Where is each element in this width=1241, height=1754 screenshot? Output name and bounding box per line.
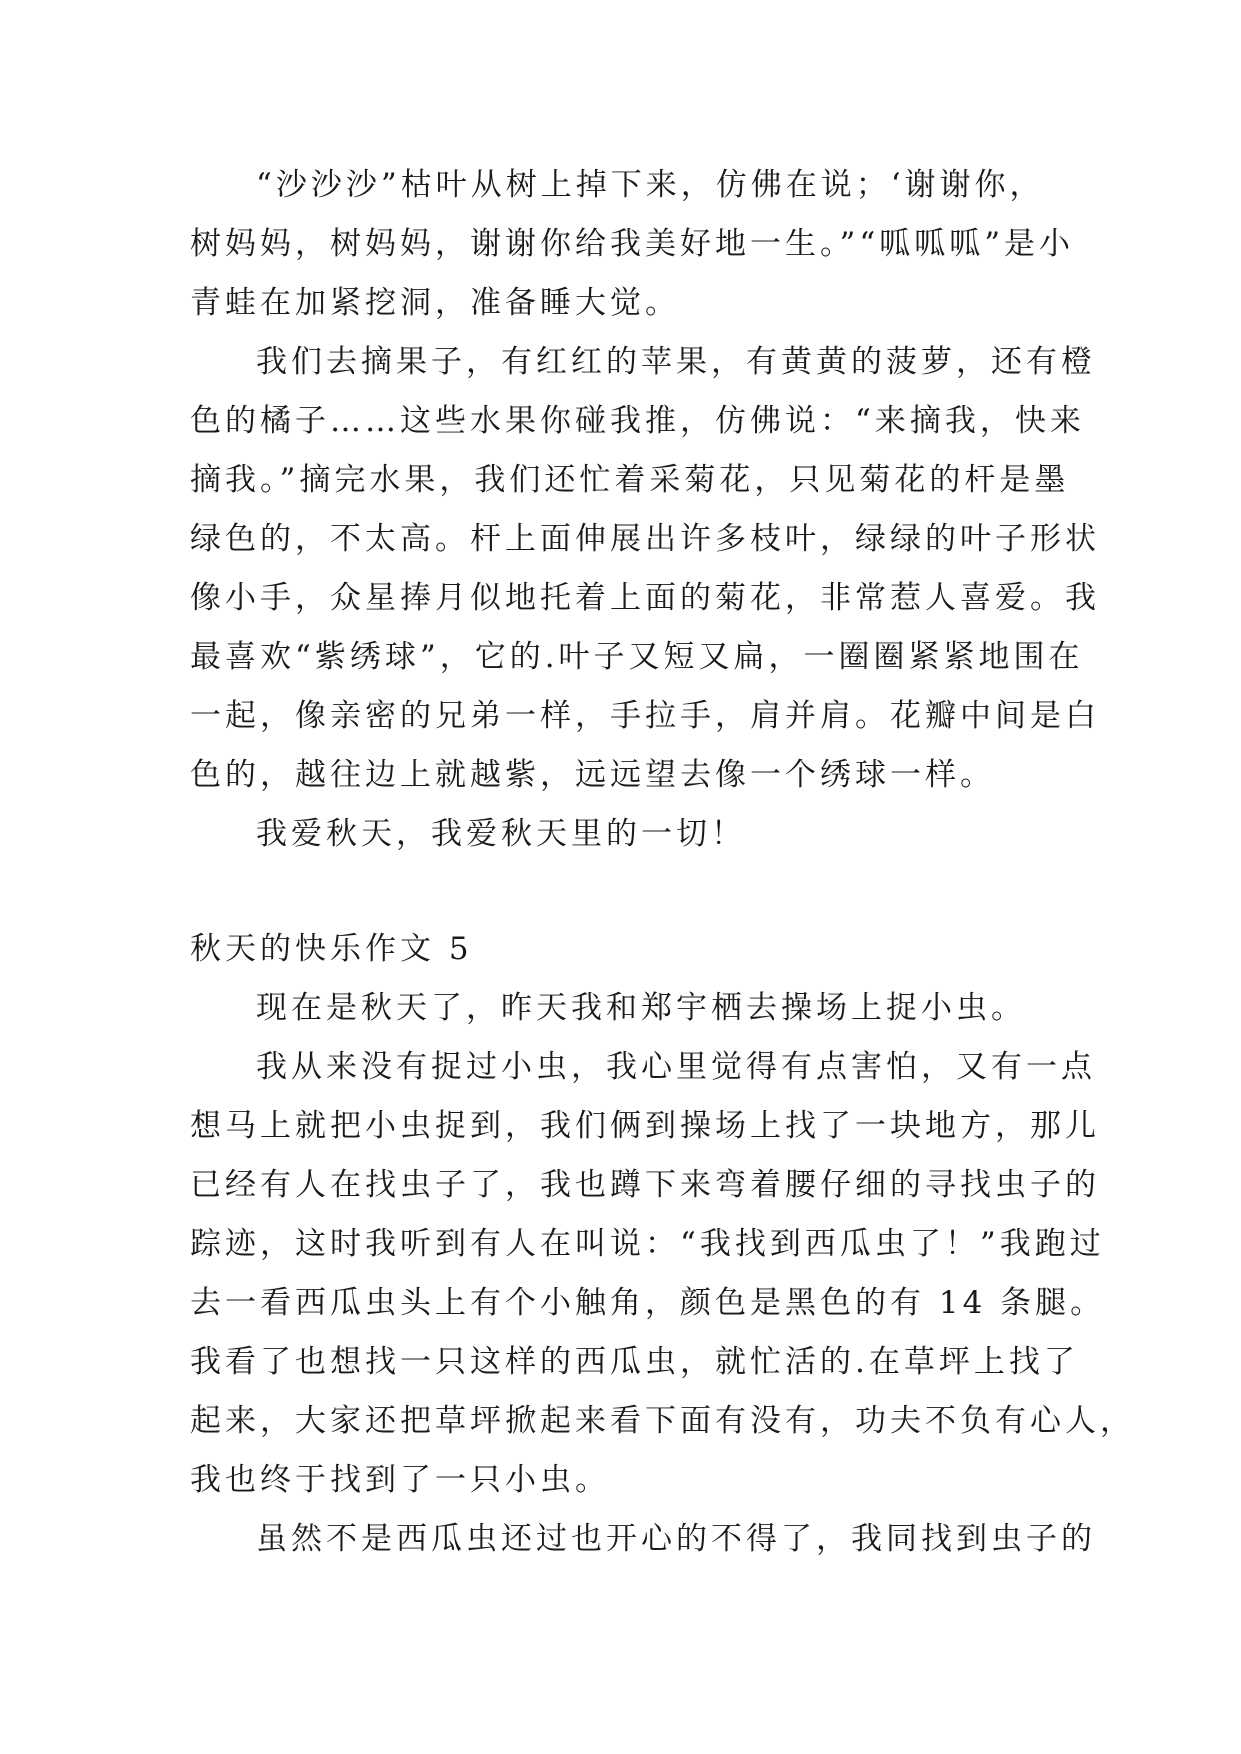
text-line: 我爱秋天，我爱秋天里的一切！ (256, 816, 746, 852)
text-line: 我们去摘果子，有红红的苹果，有黄黄的菠萝，还有橙 (256, 344, 1096, 380)
text-line: 摘我。”摘完水果，我们还忙着采菊花，只见菊花的杆是墨 (190, 462, 1070, 498)
text-line: 虽然不是西瓜虫还过也开心的不得了，我同找到虫子的 (256, 1521, 1096, 1557)
text-line: 绿色的，不太高。杆上面伸展出许多枝叶，绿绿的叶子形状 (190, 521, 1100, 557)
text-line: 现在是秋天了，昨天我和郑宇栖去操场上捉小虫。 (256, 990, 1026, 1026)
paragraph (190, 979, 1050, 1038)
text-line: 踪迹，这时我听到有人在叫说：“我找到西瓜虫了！”我跑过 (190, 1226, 1105, 1262)
text-line: 青蛙在加紧挖洞，准备睡大觉。 (190, 285, 680, 321)
paragraph (190, 1510, 1096, 1569)
text-line: 像小手，众星捧月似地托着上面的菊花，非常惹人喜爱。我 (190, 580, 1100, 616)
document-body (190, 156, 1135, 1569)
text-line: 最喜欢“紫绣球”，它的.叶子又短又扁，一圈圈紧紧地围在 (190, 639, 1084, 675)
paragraph (190, 805, 1050, 864)
paragraph (190, 333, 1100, 805)
text-line: 想马上就把小虫捉到，我们俩到操场上找了一块地方，那儿 (190, 1108, 1100, 1144)
text-line: 色的，越往边上就越紫，远远望去像一个绣球一样。 (190, 757, 995, 793)
text-line: 去一看西瓜虫头上有个小触角，颜色是黑色的有 14 条腿。 (190, 1285, 1106, 1321)
text-line: 我也终于找到了一只小虫。 (190, 1462, 610, 1498)
text-line: 起来，大家还把草坪掀起来看下面有没有，功夫不负有心人， (190, 1403, 1135, 1439)
text-line: 我看了也想找一只这样的西瓜虫，就忙活的.在草坪上找了 (190, 1344, 1079, 1380)
paragraph (190, 1038, 1135, 1510)
text-line: 我从来没有捉过小虫，我心里觉得有点害怕，又有一点 (256, 1049, 1096, 1085)
text-line: 树妈妈，树妈妈，谢谢你给我美好地一生。”“呱呱呱”是小 (190, 226, 1075, 262)
section-spacer (190, 864, 1050, 920)
paragraph (190, 156, 1075, 333)
text-line: “沙沙沙”枯叶从树上掉下来，仿佛在说；‘谢谢你， (256, 167, 1045, 203)
section-title: 秋天的快乐作文 5 (190, 931, 473, 967)
text-line: 一起，像亲密的兄弟一样，手拉手，肩并肩。花瓣中间是白 (190, 698, 1100, 734)
text-line: 已经有人在找虫子了，我也蹲下来弯着腰仔细的寻找虫子的 (190, 1167, 1100, 1203)
text-line: 色的橘子……这些水果你碰我推，仿佛说：“来摘我，快来 (190, 403, 1085, 439)
